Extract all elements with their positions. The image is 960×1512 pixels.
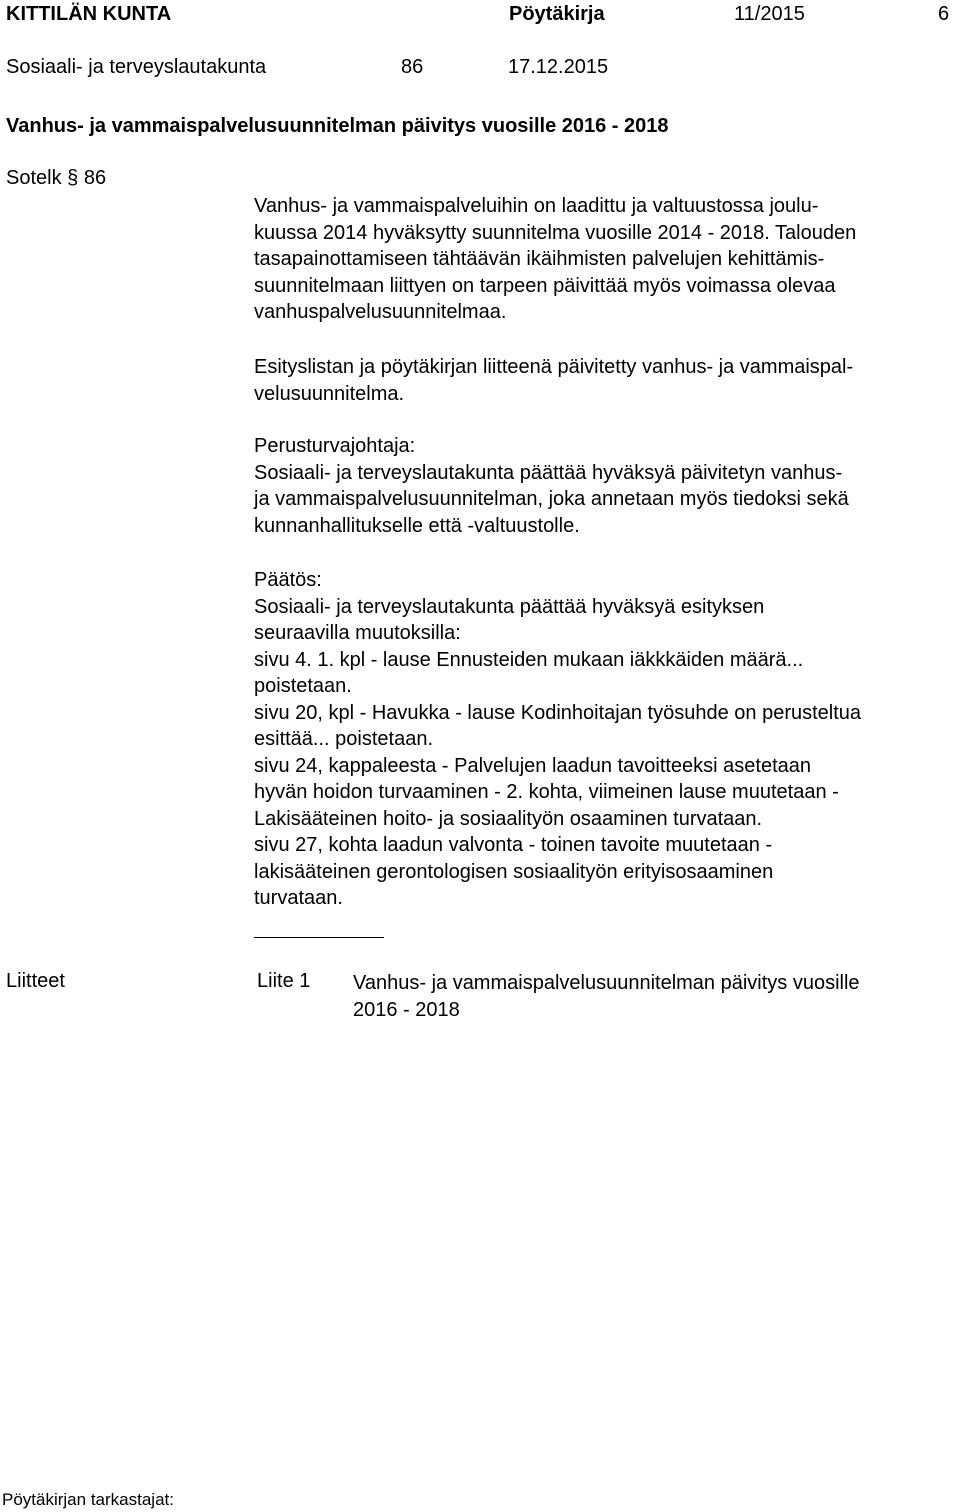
attachment-title-line: Vanhus- ja vammaispalvelusuunnitelman päivitys vuosille — [353, 972, 860, 994]
proposal-section — [254, 433, 960, 539]
reviewers-label: Pöytäkirjan tarkastajat: — [2, 1490, 174, 1509]
intro-line: vanhuspalvelusuunnitelmaa. — [254, 301, 507, 323]
section-symbol: § — [67, 167, 79, 189]
decision-section — [254, 567, 960, 912]
attachment-title-line: 2016 - 2018 — [353, 998, 460, 1021]
decision-line: Lakisääteinen hoito- ja sosiaalityön osaaminen turvataan. — [254, 807, 763, 830]
decision-line: poistetaan. — [254, 675, 352, 697]
decision-line: lakisääteinen gerontologisen sosiaalityön erityisosaaminen — [254, 860, 774, 883]
intro-line: kuussa 2014 hyväksytty suunnitelma vuosille 2014 - 2018. Talouden — [254, 221, 857, 244]
decision-line: hyvän hoidon turvaaminen - 2. kohta, viimeinen lause muutetaan - — [254, 781, 839, 803]
proposal-line: Sosiaali- ja terveyslautakunta päättää hyväksyä päivitetyn vanhus- — [254, 461, 843, 484]
meeting-date: 17.12.2015 — [508, 56, 609, 78]
section-end-rule — [254, 937, 384, 938]
decision-line: seuraavilla muutoksilla: — [254, 622, 461, 644]
board-name: Sosiaali- ja terveyslautakunta — [6, 56, 267, 78]
attachments-label: Liitteet — [6, 970, 65, 992]
attachment-note-line: Esityslistan ja pöytäkirjan liitteenä päivitetty vanhus- ja vammaispal- — [254, 356, 854, 378]
municipality-name: KITTILÄN KUNTA — [6, 3, 172, 25]
section-number: 86 — [401, 56, 424, 78]
proposal-line: kunnanhallitukselle että -valtuustolle. — [254, 514, 580, 537]
intro-paragraph — [254, 193, 960, 326]
page-number: 6 — [938, 3, 950, 25]
decision-line: sivu 24, kappaleesta - Palvelujen laadun tavoitteeksi asetetaan — [254, 754, 812, 777]
decision-line: sivu 4. 1. kpl - lause Ennusteiden mukaan iäkkkäiden määrä... — [254, 648, 804, 671]
section-reference — [6, 167, 106, 190]
decision-line: sivu 20, kpl - Havukka - lause Kodinhoitajan työsuhde on perusteltua — [254, 701, 862, 724]
decision-label: Päätös: — [254, 569, 322, 591]
decision-line: esittää... poistetaan. — [254, 728, 434, 750]
attachment-note-line: velusuunnitelma. — [254, 382, 405, 405]
intro-line: suunnitelmaan liittyen on tarpeen päivittää myös voimassa olevaa — [254, 274, 836, 297]
page-title: Vanhus- ja vammaispalvelusuunnitelman päivitys vuosille 2016 - 2018 — [6, 115, 669, 137]
decision-line: Sosiaali- ja terveyslautakunta päättää hyväksyä esityksen — [254, 595, 765, 618]
proposal-label: Perusturvajohtaja: — [254, 435, 416, 457]
proposal-line: ja vammaispalvelusuunnitelman, joka annetaan myös tiedoksi sekä — [254, 488, 849, 510]
attachment-note — [254, 354, 960, 407]
intro-line: tasapainottamiseen tähtäävän ikäihmisten palvelujen kehittämis- — [254, 248, 825, 270]
section-ref-prefix: Sotelk — [6, 167, 62, 189]
decision-line: sivu 27, kohta laadun valvonta - toinen tavoite muutetaan - — [254, 834, 773, 856]
document-number: 11/2015 — [734, 3, 805, 25]
document-type: Pöytäkirja — [509, 3, 605, 25]
section-ref-number: 86 — [83, 167, 107, 189]
intro-line: Vanhus- ja vammaispalveluihin on laadittu ja valtuustossa joulu- — [254, 195, 819, 217]
decision-line: turvataan. — [254, 887, 343, 909]
attachment-item-title[interactable] — [353, 970, 860, 1023]
attachment-item-label: Liite 1 — [257, 970, 311, 992]
